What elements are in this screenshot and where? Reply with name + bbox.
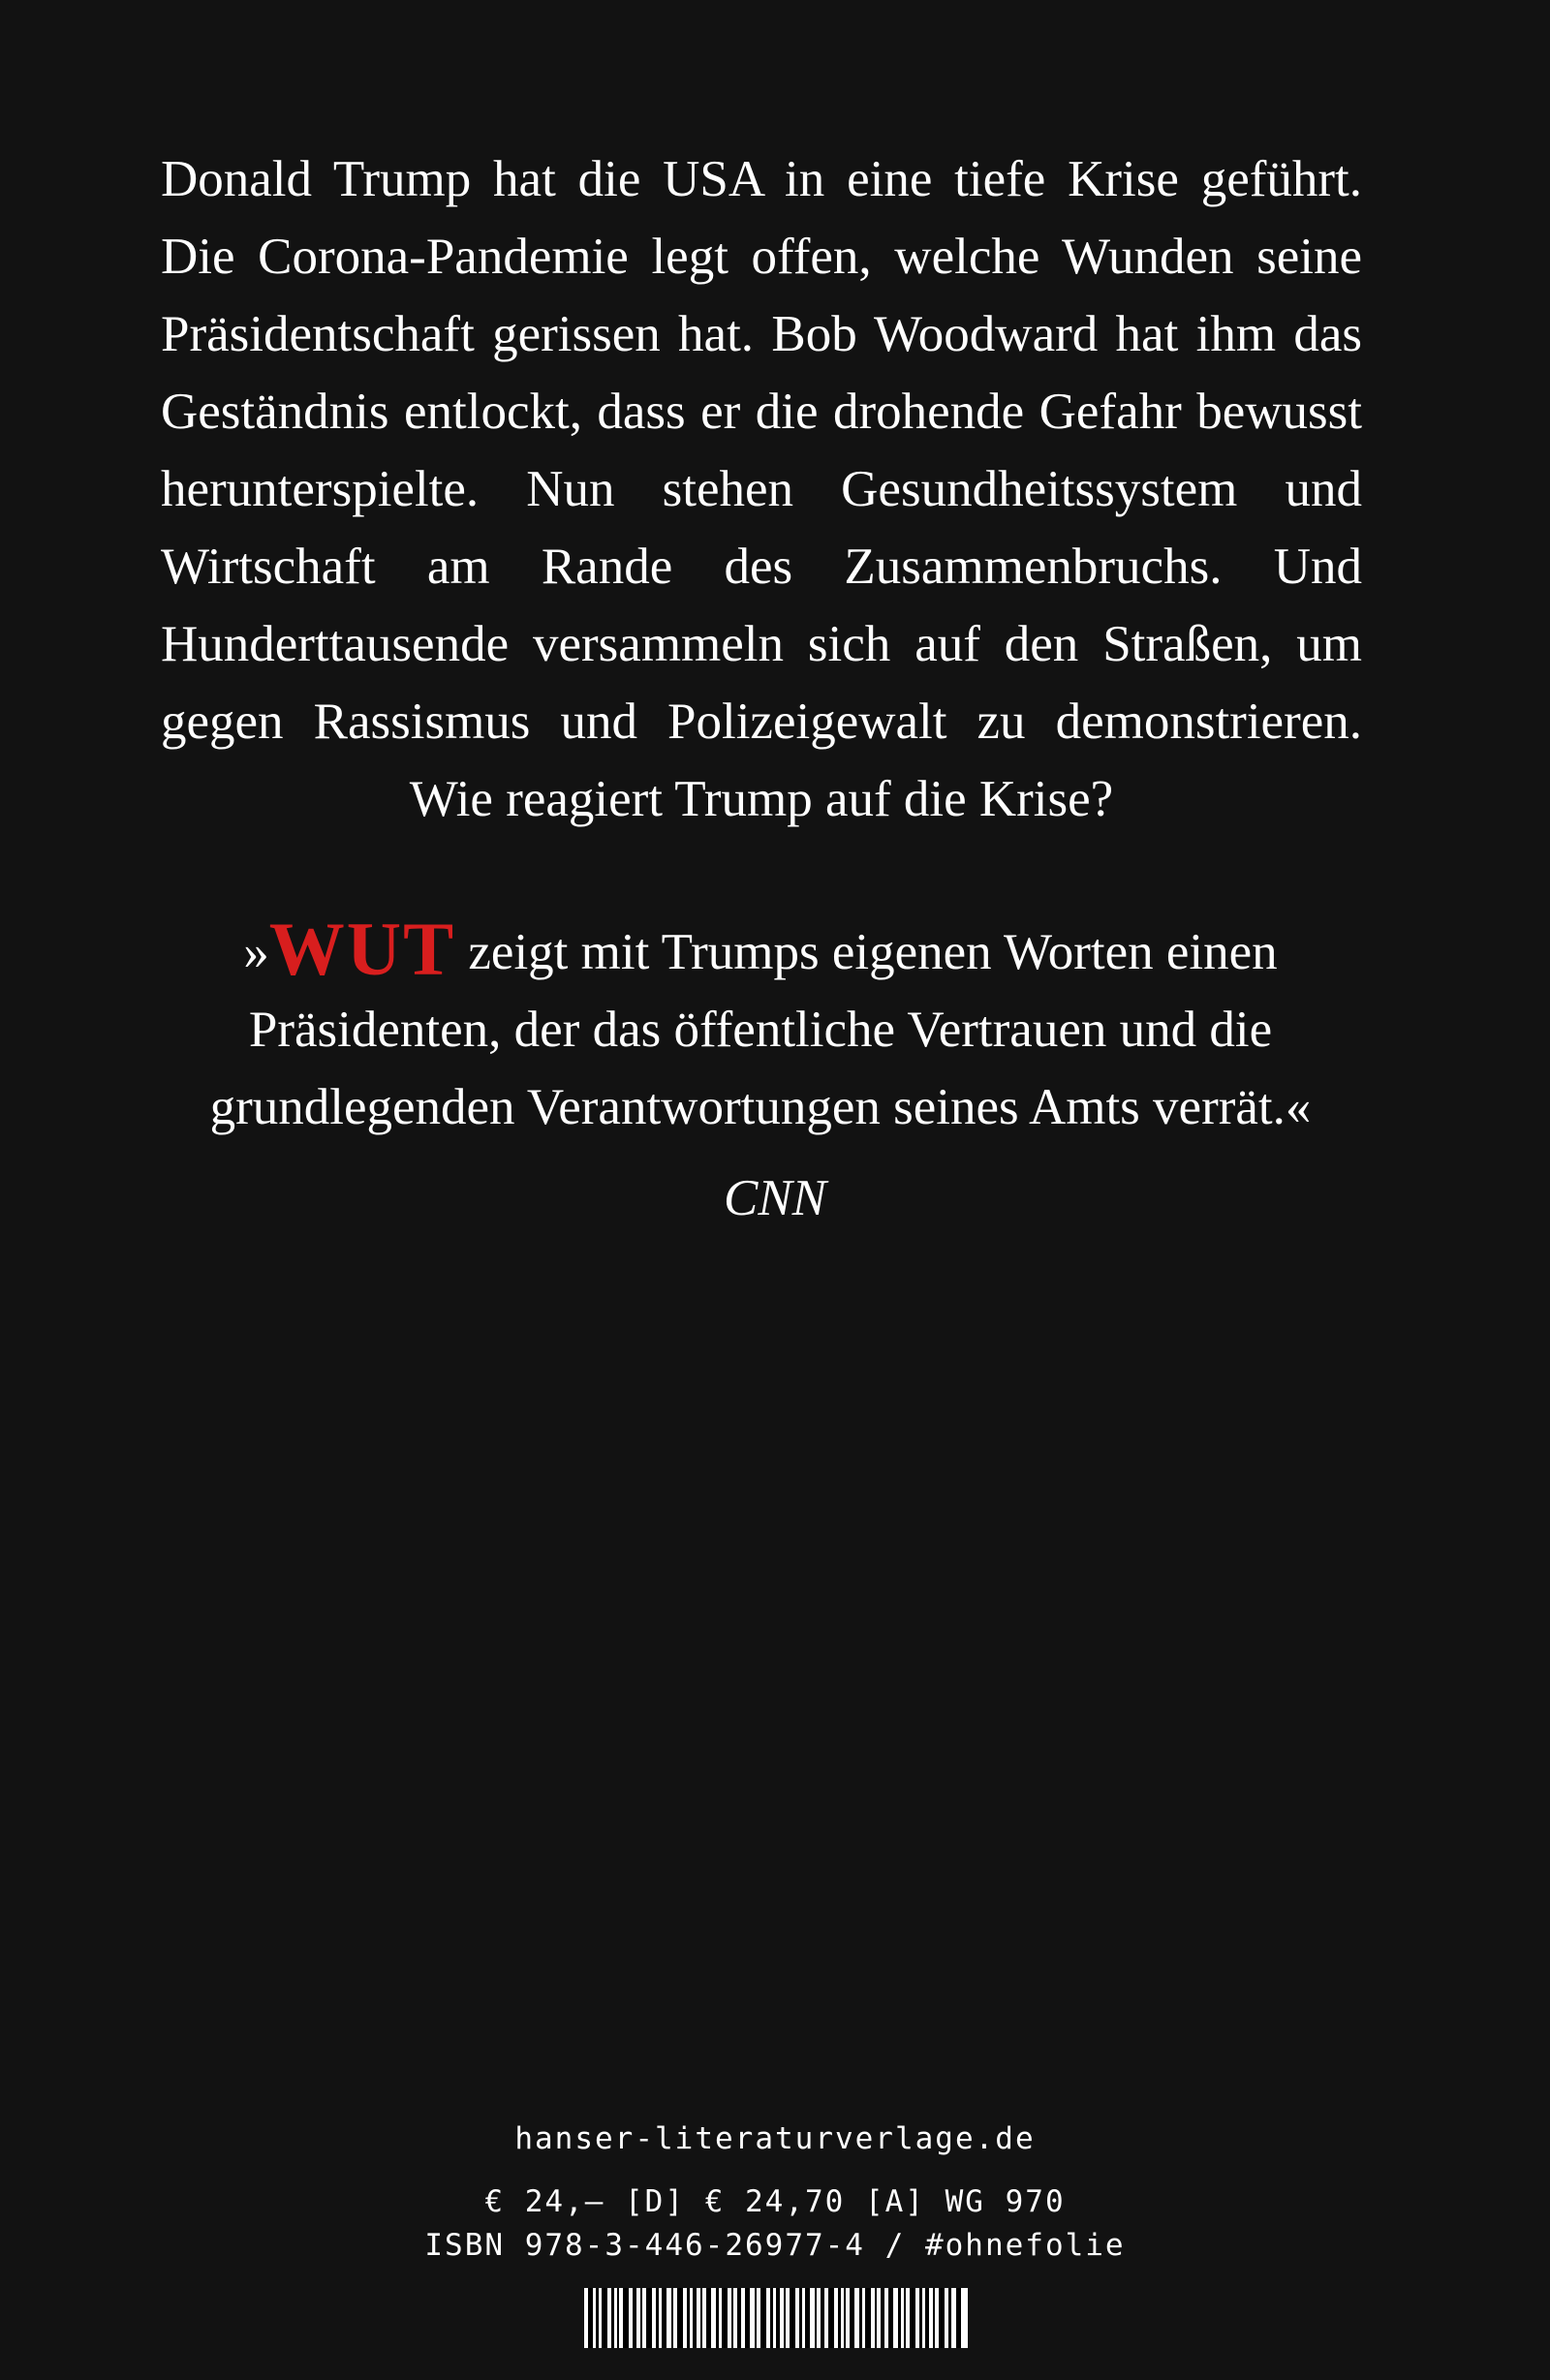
quote-source: CNN — [723, 1170, 827, 1226]
isbn-line: ISBN 978-3-446-26977-4 / #ohnefolie — [424, 2228, 1126, 2263]
barcode-icon — [584, 2288, 968, 2348]
publisher-website: hanser-literaturverlage.de — [514, 2121, 1036, 2156]
quote-text: zeigt mit Trumps eigenen Worten einen Präsidenten, der das öffentliche Vertrauen und die grundlegenden Verantwortungen seines Amts verrät.« — [209, 924, 1312, 1135]
quote-open-mark: » — [243, 924, 269, 980]
price-line: € 24,– [D] € 24,70 [A] WG 970 — [484, 2184, 1066, 2219]
barcode — [584, 2288, 968, 2348]
review-quote — [136, 907, 1385, 1146]
book-title-wut: WUT — [268, 907, 456, 991]
blurb-text: Donald Trump hat die USA in eine tiefe Krise geführt. Die Corona-Pandemie legt offen, welche Wunden seine Präsidentschaft gerissen hat. Bob Woodward hat ihm das Geständnis entlockt, dass er die drohende Gefahr bewusst herunterspielte. Nun stehen Gesundheitssystem und Wirtschaft am Rande des Zusammenbruchs. Und Hunderttausende versammeln sich auf den Straßen, um gegen Rassismus und Polizeigewalt zu demonstrieren. Wie reagiert Trump auf die Krise? — [161, 151, 1362, 827]
